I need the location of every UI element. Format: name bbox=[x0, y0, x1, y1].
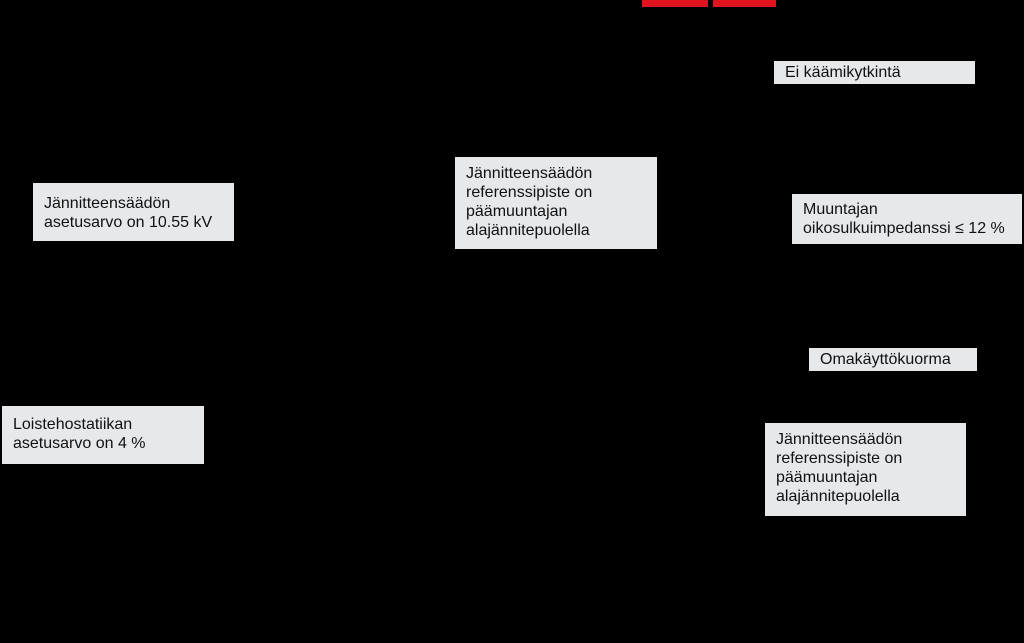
note-line: alajännitepuolella bbox=[776, 488, 900, 505]
note-reference-point-lower bbox=[765, 423, 966, 516]
note-transformer-impedance bbox=[792, 194, 1022, 244]
note-line: oikosulkuimpedanssi ≤ 12 % bbox=[803, 220, 1005, 237]
note-line: referenssipiste on bbox=[776, 450, 903, 467]
note-line: Ei käämikytkintä bbox=[785, 64, 901, 81]
note-line: Jännitteensäädön bbox=[44, 195, 171, 212]
note-line: Jännitteensäädön bbox=[776, 431, 903, 448]
note-line: alajännitepuolella bbox=[466, 222, 590, 239]
note-no-tap-changer bbox=[774, 61, 975, 84]
note-line: Omakäyttökuorma bbox=[820, 351, 951, 368]
note-line: Muuntajan bbox=[803, 201, 878, 218]
note-line: asetusarvo on 4 % bbox=[13, 435, 146, 452]
note-line: päämuuntajan bbox=[466, 203, 568, 220]
note-reactive-droop bbox=[2, 406, 204, 464]
note-line: referenssipiste on bbox=[466, 184, 593, 201]
note-line: päämuuntajan bbox=[776, 469, 878, 486]
note-line: asetusarvo on 10.55 kV bbox=[44, 214, 213, 231]
note-reference-point-upper bbox=[455, 157, 657, 249]
note-voltage-setpoint bbox=[33, 183, 234, 241]
red-accent-bar-left bbox=[642, 0, 708, 7]
red-accent-bar-right bbox=[713, 0, 776, 7]
note-line: Jännitteensäädön bbox=[466, 165, 593, 182]
note-auxiliary-load bbox=[809, 348, 977, 371]
note-line: Loistehostatiikan bbox=[13, 416, 133, 433]
